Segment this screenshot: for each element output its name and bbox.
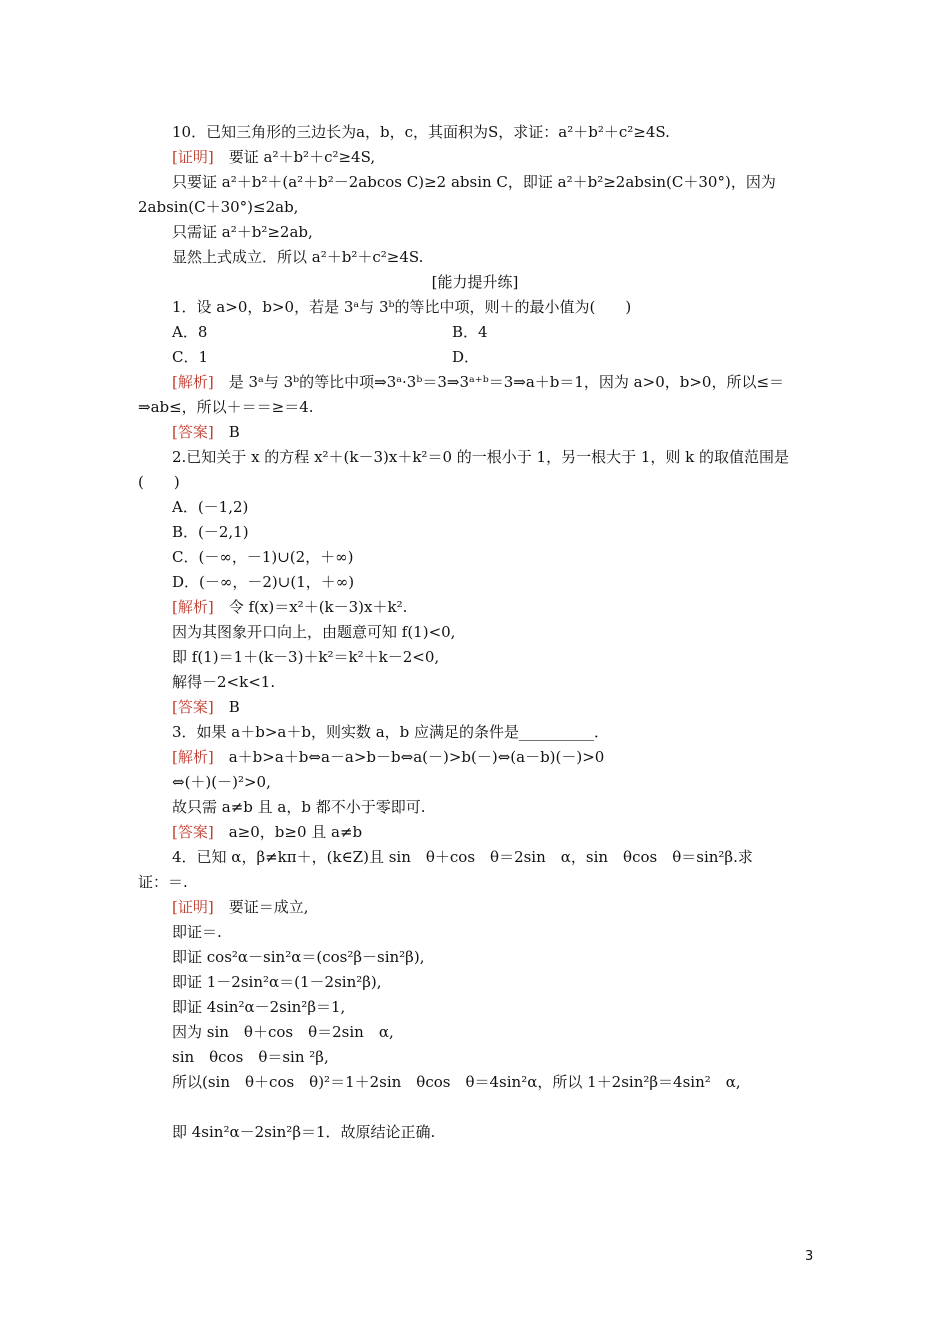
page-number: 3 (805, 1249, 814, 1264)
analysis-tag: [解析] (172, 748, 214, 766)
choice-a: A．(－1,2) (172, 498, 249, 516)
analysis-text: 是 3ᵃ与 3ᵇ的等比中项⇒3ᵃ·3ᵇ＝3⇒3ᵃ⁺ᵇ＝3⇒a＋b＝1，因为 a>0，b>0，所以≤＝ (228, 373, 785, 391)
analysis-line: ⇒ab≤，所以＋＝＝≥＝4. (138, 398, 314, 416)
choice-a: A．8 (172, 323, 208, 341)
analysis-line: 解得－2<k<1. (172, 673, 276, 691)
proof-line: 即证 4sin²α－2sin²β＝1, (172, 998, 346, 1016)
analysis-line (172, 372, 784, 392)
proof-line: 只要证 a²＋b²＋(a²＋b²－2abcos C)≥2 absin C，即证 a²＋b²≥2absin(C＋30°)，因为 (172, 173, 776, 191)
answer-text: a≥0，b≥0 且 a≠b (228, 823, 363, 841)
answer-line (172, 697, 240, 717)
analysis-text: a＋b>a＋b⇔a－a>b－b⇔a(－)>b(－)⇔(a－b)(－)>0 (228, 748, 605, 766)
choice-c: C．1 (172, 348, 209, 366)
answer-tag: [答案] (172, 823, 214, 841)
proof-line: 即证＝. (172, 923, 222, 941)
proof-text: 要证 a²＋b²＋c²≥4S, (228, 148, 376, 166)
analysis-line: 故只需 a≠b 且 a，b 都不小于零即可. (172, 798, 426, 816)
proof-line: 只需证 a²＋b²≥2ab, (172, 223, 313, 241)
proof-line (172, 897, 309, 917)
analysis-tag: [解析] (172, 373, 214, 391)
proof-line: 即证 1－2sin²α＝(1－2sin²β), (172, 973, 382, 991)
answer-tag: [答案] (172, 423, 214, 441)
choice-c: C．(－∞，－1)∪(2，＋∞) (172, 548, 354, 566)
choices-row (172, 347, 480, 367)
section-heading: [能力提升练] (431, 273, 519, 291)
problem-1-statement: 1．设 a>0，b>0，若是 3ᵃ与 3ᵇ的等比中项，则＋的最小值为( ) (172, 298, 632, 316)
problem-4-statement: 证：＝. (138, 873, 188, 891)
proof-tag: [证明] (172, 148, 214, 166)
proof-line: 2absin(C＋30°)≤2ab, (138, 198, 299, 216)
choices-row (172, 322, 488, 342)
answer-tag: [答案] (172, 698, 214, 716)
proof-line: 即证 cos²α－sin²α＝(cos²β－sin²β), (172, 948, 425, 966)
choice-b: B．4 (452, 323, 488, 341)
analysis-line: ⇔(＋)(－)²>0, (172, 773, 271, 791)
choice-b: B．(－2,1) (172, 523, 249, 541)
analysis-text: 令 f(x)＝x²＋(k－3)x＋k². (228, 598, 408, 616)
answer-line (172, 822, 362, 842)
analysis-line: 即 f(1)＝1＋(k－3)＋k²＝k²＋k－2<0, (172, 648, 440, 666)
choice-d: D．(－∞，－2)∪(1，＋∞) (172, 573, 355, 591)
choice-d: D． (452, 348, 480, 366)
problem-2-statement: 2.已知关于 x 的方程 x²＋(k－3)x＋k²＝0 的一根小于 1，另一根大于 1，则 k 的取值范围是 (172, 448, 790, 466)
problem-4-statement: 4．已知 α，β≠kπ＋，(k∈Z)且 sin θ＋cos θ＝2sin α，sin θcos θ＝sin²β.求 (172, 848, 753, 866)
problem-10-statement: 10．已知三角形的三边长为a，b，c，其面积为S，求证：a²＋b²＋c²≥4S. (172, 123, 670, 141)
problem-2-statement: ( ) (138, 473, 180, 491)
analysis-line (172, 747, 604, 767)
answer-text: B (228, 423, 240, 441)
proof-text: 要证＝成立, (228, 898, 309, 916)
problem-3-statement: 3．如果 a＋b>a＋b，则实数 a，b 应满足的条件是__________． (172, 723, 610, 741)
proof-line: 所以(sin θ＋cos θ)²＝1＋2sin θcos θ＝4sin²α，所以 1＋2sin²β＝4sin² α, (172, 1073, 741, 1091)
proof-line: sin θcos θ＝sin ²β, (172, 1048, 329, 1066)
analysis-tag: [解析] (172, 598, 214, 616)
answer-line (172, 422, 240, 442)
analysis-line: 因为其图象开口向上，由题意可知 f(1)<0, (172, 623, 456, 641)
analysis-line (172, 597, 407, 617)
proof-line: 即 4sin²α－2sin²β＝1．故原结论正确. (172, 1123, 436, 1141)
answer-text: B (228, 698, 240, 716)
proof-line: 因为 sin θ＋cos θ＝2sin α, (172, 1023, 394, 1041)
proof-tag: [证明] (172, 898, 214, 916)
proof-line: 显然上式成立．所以 a²＋b²＋c²≥4S. (172, 248, 424, 266)
proof-line (172, 147, 375, 167)
